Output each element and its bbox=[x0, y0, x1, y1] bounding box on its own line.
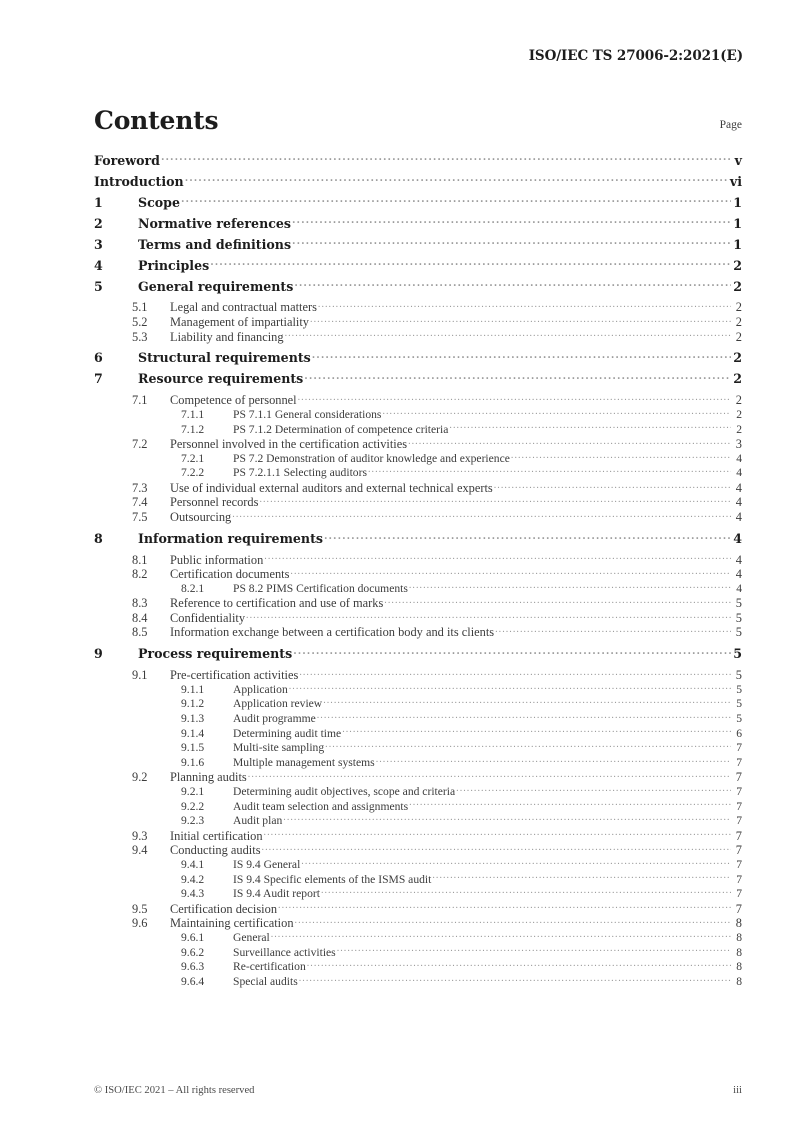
toc-entry-label: Special audits bbox=[233, 974, 298, 988]
toc-dot-leader bbox=[432, 871, 731, 883]
toc-entry[interactable] bbox=[94, 371, 742, 392]
toc-entry-label: General requirements bbox=[138, 278, 294, 294]
toc-dot-leader bbox=[495, 624, 731, 636]
toc-entry[interactable] bbox=[94, 465, 742, 480]
toc-entry-number: 8.3 bbox=[132, 596, 148, 611]
toc-entry-label: Application review bbox=[233, 697, 323, 711]
toc-entry-label: Public information bbox=[170, 552, 264, 567]
toc-entry-number: 8.4 bbox=[132, 610, 148, 625]
toc-entry-page: 7 bbox=[736, 741, 742, 755]
toc-entry[interactable] bbox=[94, 944, 742, 959]
toc-entry[interactable] bbox=[94, 696, 742, 711]
toc-entry-page: 7 bbox=[736, 799, 742, 813]
toc-entry[interactable] bbox=[94, 754, 742, 769]
toc-entry-number: 7.2 bbox=[132, 436, 148, 451]
toc-entry-label: Application bbox=[233, 682, 288, 696]
toc-entry[interactable] bbox=[94, 328, 742, 343]
table-of-contents bbox=[94, 152, 742, 988]
toc-entry[interactable] bbox=[94, 740, 742, 755]
toc-entry-number: 9.5 bbox=[132, 901, 148, 916]
toc-entry-number: 9.4.2 bbox=[181, 872, 205, 886]
toc-entry-page: 7 bbox=[736, 887, 742, 901]
toc-dot-leader bbox=[494, 479, 731, 491]
toc-entry-number: 9.1 bbox=[132, 668, 148, 683]
toc-entry-page: 3 bbox=[735, 436, 742, 451]
toc-entry-page: 4 bbox=[733, 530, 742, 546]
toc-entry[interactable] bbox=[94, 278, 742, 299]
toc-entry-label: Pre-certification activities bbox=[170, 668, 299, 683]
toc-dot-leader bbox=[210, 257, 731, 270]
toc-entry-page: 7 bbox=[735, 901, 742, 916]
toc-entry-page: 2 bbox=[735, 314, 742, 329]
toc-entry-page: 5 bbox=[736, 697, 742, 711]
toc-entry-label: General bbox=[233, 930, 270, 944]
toc-dot-leader bbox=[292, 236, 731, 249]
toc-entry[interactable] bbox=[94, 450, 742, 465]
toc-entry-label: IS 9.4 General bbox=[233, 858, 301, 871]
toc-entry-label: Legal and contractual matters bbox=[170, 300, 317, 315]
toc-entry[interactable] bbox=[94, 173, 742, 194]
toc-entry[interactable] bbox=[94, 421, 742, 436]
toc-entry-label: Certification documents bbox=[170, 567, 290, 582]
toc-dot-leader bbox=[318, 299, 731, 311]
toc-dot-leader bbox=[248, 769, 731, 781]
toc-entry-label: Personnel involved in the certification activities bbox=[170, 436, 408, 451]
toc-dot-leader bbox=[285, 328, 731, 340]
toc-entry-number: 9.6.1 bbox=[181, 930, 205, 944]
toc-entry-number: 2 bbox=[94, 215, 103, 231]
toc-entry-number: 9.1.4 bbox=[181, 726, 205, 740]
toc-entry[interactable] bbox=[94, 236, 742, 257]
toc-entry-number: 9.1.3 bbox=[181, 712, 205, 726]
toc-dot-leader bbox=[295, 915, 731, 927]
toc-dot-leader bbox=[307, 959, 731, 971]
toc-dot-leader bbox=[376, 754, 731, 766]
toc-entry[interactable] bbox=[94, 406, 742, 421]
toc-entry-page: 5 bbox=[735, 596, 742, 611]
toc-entry-number: 8.5 bbox=[132, 625, 148, 640]
toc-entry-page: 4 bbox=[735, 480, 742, 495]
toc-entry-label: Information exchange between a certification body and its clients bbox=[170, 625, 495, 640]
toc-entry-label: Management of impartiality bbox=[170, 314, 310, 329]
toc-entry[interactable] bbox=[94, 314, 742, 329]
toc-entry[interactable] bbox=[94, 973, 742, 988]
toc-entry-label: PS 8.2 PIMS Certification documents bbox=[233, 581, 408, 595]
toc-entry[interactable] bbox=[94, 769, 742, 784]
toc-entry-number: 7.4 bbox=[132, 495, 148, 510]
toc-entry[interactable] bbox=[94, 959, 742, 974]
toc-entry[interactable] bbox=[94, 856, 742, 871]
toc-dot-leader bbox=[310, 314, 731, 326]
toc-entry[interactable] bbox=[94, 667, 742, 682]
toc-entry-number: 8.1 bbox=[132, 552, 148, 567]
toc-dot-leader bbox=[312, 350, 731, 363]
toc-entry-label: Audit plan bbox=[233, 814, 283, 828]
toc-entry-label: Scope bbox=[138, 194, 180, 210]
toc-entry-page: 4 bbox=[735, 552, 742, 567]
toc-dot-leader bbox=[298, 392, 731, 404]
toc-entry-page: 4 bbox=[735, 567, 742, 582]
toc-entry-page: 8 bbox=[736, 945, 742, 959]
toc-entry-number: 5.2 bbox=[132, 314, 148, 329]
toc-entry[interactable] bbox=[94, 871, 742, 886]
toc-entry-label: Initial certification bbox=[170, 828, 263, 843]
toc-entry-page: 5 bbox=[735, 668, 742, 683]
toc-dot-leader bbox=[292, 215, 731, 228]
toc-entry-label: Audit programme bbox=[233, 712, 316, 726]
toc-dot-leader bbox=[278, 900, 731, 912]
toc-entry-page: 2 bbox=[733, 278, 742, 294]
toc-entry[interactable] bbox=[94, 624, 742, 639]
toc-dot-leader bbox=[317, 710, 731, 722]
toc-entry[interactable] bbox=[94, 783, 742, 798]
toc-entry[interactable] bbox=[94, 915, 742, 930]
toc-entry-number: 9.4 bbox=[132, 843, 148, 858]
toc-entry-page: 4 bbox=[735, 509, 742, 524]
toc-entry-page: 7 bbox=[736, 872, 742, 886]
toc-entry-number: 9.4.3 bbox=[181, 887, 205, 901]
toc-entry-label: PS 7.1.2 Determination of competence criteria bbox=[233, 422, 449, 436]
toc-entry-page: 7 bbox=[735, 843, 742, 858]
toc-entry-page: 4 bbox=[736, 466, 742, 480]
toc-entry-page: 1 bbox=[733, 194, 742, 210]
toc-entry-number: 9.6.2 bbox=[181, 945, 205, 959]
toc-entry-number: 9.1.1 bbox=[181, 682, 205, 696]
toc-entry-page: 2 bbox=[733, 350, 742, 366]
toc-dot-leader bbox=[408, 436, 731, 448]
toc-entry-number: 5 bbox=[94, 278, 103, 294]
toc-entry-number: 9.6 bbox=[132, 916, 148, 931]
toc-dot-leader bbox=[290, 566, 731, 578]
toc-entry[interactable] bbox=[94, 646, 742, 667]
toc-entry[interactable] bbox=[94, 215, 742, 236]
toc-entry-label: Audit team selection and assignments bbox=[233, 799, 409, 813]
toc-entry-number: 8.2 bbox=[132, 567, 148, 582]
toc-entry-label: Determining audit objectives, scope and criteria bbox=[233, 785, 456, 799]
toc-entry-label: Conducting audits bbox=[170, 843, 261, 858]
toc-dot-leader bbox=[382, 406, 731, 418]
toc-entry-page: 7 bbox=[735, 828, 742, 843]
toc-entry-number: 7.1.2 bbox=[181, 422, 205, 436]
toc-entry[interactable] bbox=[94, 610, 742, 625]
toc-entry-number: 3 bbox=[94, 236, 103, 252]
toc-entry[interactable] bbox=[94, 509, 742, 524]
toc-entry-label: Multiple management systems bbox=[233, 755, 375, 769]
toc-entry-page: 7 bbox=[736, 755, 742, 769]
toc-dot-leader bbox=[299, 667, 731, 679]
toc-entry[interactable] bbox=[94, 725, 742, 740]
toc-entry-page: 7 bbox=[736, 785, 742, 799]
toc-entry-number: 6 bbox=[94, 350, 103, 366]
toc-entry[interactable] bbox=[94, 194, 742, 215]
toc-entry-number: 7.3 bbox=[132, 480, 148, 495]
toc-entry-number: 7.2.1 bbox=[181, 451, 205, 465]
toc-entry-number: 9.2.3 bbox=[181, 814, 205, 828]
toc-dot-leader bbox=[161, 152, 731, 165]
toc-dot-leader bbox=[511, 450, 731, 462]
toc-dot-leader bbox=[264, 551, 731, 563]
toc-dot-leader bbox=[324, 530, 731, 543]
toc-entry-label: Process requirements bbox=[138, 646, 293, 662]
toc-entry-page: 2 bbox=[735, 329, 742, 344]
toc-entry-page: 8 bbox=[736, 930, 742, 944]
toc-entry[interactable] bbox=[94, 827, 742, 842]
toc-entry-label: Certification decision bbox=[170, 901, 278, 916]
toc-entry-label: Maintaining certification bbox=[170, 916, 294, 931]
toc-entry-label: Planning audits bbox=[170, 770, 247, 785]
toc-entry-label: Introduction bbox=[94, 173, 184, 189]
toc-entry-page: 7 bbox=[736, 858, 742, 871]
toc-entry-page: 7 bbox=[735, 770, 742, 785]
toc-entry[interactable] bbox=[94, 813, 742, 828]
toc-entry-page: 2 bbox=[736, 407, 742, 421]
toc-entry-number: 7.1.1 bbox=[181, 407, 205, 421]
toc-entry-label: Determining audit time bbox=[233, 726, 342, 740]
toc-dot-leader bbox=[342, 725, 731, 737]
toc-entry-number: 9.1.6 bbox=[181, 755, 205, 769]
toc-entry-page: 4 bbox=[736, 451, 742, 465]
toc-entry-number: 8 bbox=[94, 530, 103, 546]
toc-dot-leader bbox=[323, 696, 731, 708]
toc-entry-number: 1 bbox=[94, 194, 103, 210]
toc-dot-leader bbox=[246, 610, 731, 622]
toc-entry-label: Use of individual external auditors and external technical experts bbox=[170, 480, 493, 495]
document-standard-id: ISO/IEC TS 27006-2:2021(E) bbox=[528, 48, 743, 64]
toc-entry-page: 8 bbox=[736, 974, 742, 988]
toc-entry-label: Outsourcing bbox=[170, 509, 232, 524]
toc-entry-label: Normative references bbox=[138, 215, 292, 231]
toc-dot-leader bbox=[294, 278, 731, 291]
toc-dot-leader bbox=[456, 783, 731, 795]
toc-entry-page: 5 bbox=[736, 712, 742, 726]
toc-entry-label: PS 7.1.1 General considerations bbox=[233, 407, 382, 421]
page-column-header: Page bbox=[719, 119, 742, 131]
toc-entry[interactable] bbox=[94, 436, 742, 451]
toc-entry-label: Reference to certification and use of marks bbox=[170, 596, 384, 611]
toc-entry-page: 8 bbox=[736, 960, 742, 974]
toc-entry-number: 7.1 bbox=[132, 393, 148, 408]
toc-entry-label: Personnel records bbox=[170, 495, 259, 510]
toc-entry-page: vi bbox=[729, 173, 742, 189]
toc-entry[interactable] bbox=[94, 152, 742, 173]
toc-dot-leader bbox=[262, 842, 731, 854]
toc-entry-label: Foreword bbox=[94, 152, 160, 168]
toc-entry-page: 8 bbox=[735, 916, 742, 931]
toc-entry[interactable] bbox=[94, 886, 742, 901]
toc-entry-label: Confidentiality bbox=[170, 610, 246, 625]
toc-entry-label: IS 9.4 Specific elements of the ISMS audit bbox=[233, 872, 432, 886]
toc-entry[interactable] bbox=[94, 479, 742, 494]
toc-entry-label: Surveillance activities bbox=[233, 945, 336, 959]
toc-entry-page: 5 bbox=[735, 610, 742, 625]
toc-entry-number: 9.1.5 bbox=[181, 741, 205, 755]
toc-entry-page: 5 bbox=[733, 646, 742, 662]
toc-dot-leader bbox=[409, 580, 731, 592]
toc-entry-number: 9.6.3 bbox=[181, 960, 205, 974]
toc-entry[interactable] bbox=[94, 681, 742, 696]
toc-entry[interactable] bbox=[94, 900, 742, 915]
toc-entry-page: 2 bbox=[733, 257, 742, 273]
toc-dot-leader bbox=[321, 886, 731, 898]
toc-entry[interactable] bbox=[94, 350, 742, 371]
toc-entry[interactable] bbox=[94, 710, 742, 725]
toc-entry-number: 8.2.1 bbox=[181, 581, 205, 595]
toc-entry-label: Liability and financing bbox=[170, 329, 284, 344]
toc-entry-label: Multi-site sampling bbox=[233, 741, 325, 755]
toc-entry-label: Structural requirements bbox=[138, 350, 311, 366]
toc-entry-page: 5 bbox=[736, 682, 742, 696]
toc-dot-leader bbox=[271, 929, 731, 941]
toc-entry-number: 7 bbox=[94, 371, 103, 387]
toc-dot-leader bbox=[264, 827, 731, 839]
toc-entry-number: 9.4.1 bbox=[181, 858, 205, 871]
toc-entry-number: 9.2.1 bbox=[181, 785, 205, 799]
toc-entry[interactable] bbox=[94, 798, 742, 813]
toc-entry-number: 9.6.4 bbox=[181, 974, 205, 988]
toc-entry[interactable] bbox=[94, 566, 742, 581]
toc-entry-label: PS 7.2 Demonstration of auditor knowledge and experience bbox=[233, 451, 510, 465]
footer-page-number: iii bbox=[733, 1085, 742, 1096]
toc-entry-page: 2 bbox=[733, 371, 742, 387]
toc-entry-number: 9.2 bbox=[132, 770, 148, 785]
toc-entry-page: v bbox=[734, 152, 742, 168]
toc-entry-number: 9.1.2 bbox=[181, 697, 205, 711]
toc-entry-label: Principles bbox=[138, 257, 210, 273]
toc-dot-leader bbox=[301, 856, 731, 868]
toc-entry-label: IS 9.4 Audit report bbox=[233, 887, 320, 901]
toc-dot-leader bbox=[337, 944, 731, 956]
toc-dot-leader bbox=[409, 798, 731, 810]
toc-entry-page: 7 bbox=[736, 814, 742, 828]
toc-entry[interactable] bbox=[94, 299, 742, 314]
toc-entry[interactable] bbox=[94, 494, 742, 509]
toc-dot-leader bbox=[232, 509, 731, 521]
toc-dot-leader bbox=[449, 421, 731, 433]
toc-entry-page: 6 bbox=[736, 726, 742, 740]
toc-dot-leader bbox=[259, 494, 731, 506]
toc-entry-number: 5.1 bbox=[132, 300, 148, 315]
toc-dot-leader bbox=[384, 595, 731, 607]
toc-dot-leader bbox=[185, 173, 729, 186]
toc-dot-leader bbox=[289, 681, 731, 693]
toc-dot-leader bbox=[181, 194, 731, 207]
toc-dot-leader bbox=[283, 813, 731, 825]
toc-entry-page: 4 bbox=[736, 581, 742, 595]
toc-entry-page: 4 bbox=[735, 495, 742, 510]
toc-entry-page: 2 bbox=[735, 393, 742, 408]
toc-entry-label: Terms and definitions bbox=[138, 236, 292, 252]
toc-entry[interactable] bbox=[94, 257, 742, 278]
toc-entry[interactable] bbox=[94, 580, 742, 595]
footer-copyright: © ISO/IEC 2021 – All rights reserved bbox=[94, 1085, 255, 1096]
toc-entry[interactable] bbox=[94, 842, 742, 857]
toc-entry-number: 7.5 bbox=[132, 509, 148, 524]
toc-entry[interactable] bbox=[94, 392, 742, 407]
toc-entry-label: Resource requirements bbox=[138, 371, 304, 387]
toc-entry-number: 9.2.2 bbox=[181, 799, 205, 813]
toc-entry-number: 9.3 bbox=[132, 828, 148, 843]
toc-entry-page: 2 bbox=[736, 422, 742, 436]
toc-entry-page: 1 bbox=[733, 236, 742, 252]
toc-dot-leader bbox=[325, 740, 731, 752]
toc-entry-number: 4 bbox=[94, 257, 103, 273]
toc-entry[interactable] bbox=[94, 551, 742, 566]
toc-entry[interactable] bbox=[94, 530, 742, 551]
toc-entry-label: PS 7.2.1.1 Selecting auditors bbox=[233, 466, 367, 480]
toc-entry-page: 5 bbox=[735, 625, 742, 640]
toc-entry-page: 1 bbox=[733, 215, 742, 231]
toc-entry-number: 5.3 bbox=[132, 329, 148, 344]
toc-entry-label: Information requirements bbox=[138, 530, 323, 546]
toc-entry-page: 2 bbox=[735, 300, 742, 315]
toc-entry-label: Re-certification bbox=[233, 960, 306, 974]
page-title: Contents bbox=[94, 106, 219, 135]
toc-dot-leader bbox=[368, 465, 731, 477]
toc-dot-leader bbox=[304, 371, 731, 384]
toc-entry-number: 7.2.2 bbox=[181, 466, 205, 480]
toc-entry[interactable] bbox=[94, 595, 742, 610]
toc-entry-label: Competence of personnel bbox=[170, 393, 297, 408]
toc-dot-leader bbox=[293, 646, 731, 659]
toc-entry-number: 9 bbox=[94, 646, 103, 662]
toc-dot-leader bbox=[299, 973, 731, 985]
toc-entry[interactable] bbox=[94, 929, 742, 944]
